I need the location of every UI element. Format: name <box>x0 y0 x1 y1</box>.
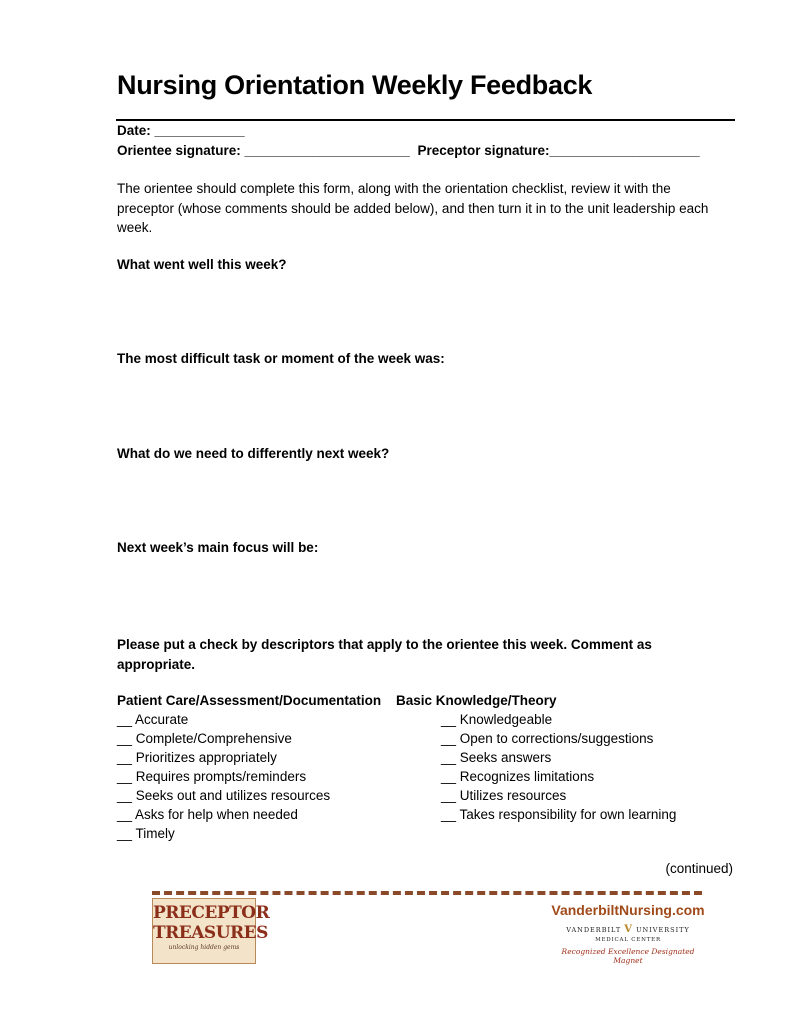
descriptor-item: __ Takes responsibility for own learning <box>441 807 677 822</box>
descriptor-item: __ Seeks out and utilizes resources <box>117 788 331 803</box>
descriptor-item: __ Accurate <box>117 712 189 727</box>
vanderbilt-nursing-logo <box>548 902 708 965</box>
signature-line <box>117 143 700 158</box>
university-name-a: VANDERBILT <box>566 926 622 934</box>
question-went-well: What went well this week? <box>117 257 287 272</box>
descriptor-prompt: Please put a check by descriptors that apply to the orientee this week. Comment as appropriate. <box>117 637 652 672</box>
descriptor-item: __ Prioritizes appropriately <box>117 750 277 765</box>
page-title: Nursing Orientation Weekly Feedback <box>117 70 593 100</box>
preceptor-signature: Preceptor signature:____________________ <box>417 143 700 158</box>
descriptor-item: __ Asks for help when needed <box>117 807 298 822</box>
vanderbilt-university <box>548 924 708 935</box>
magnet-tagline: Recognized Excellence Designated Magnet <box>561 947 695 965</box>
title-rule <box>116 119 735 121</box>
question-do-differently: What do we need to differently next week? <box>117 446 390 461</box>
question-next-focus: Next week’s main focus will be: <box>117 540 319 555</box>
descriptor-item: __ Recognizes limitations <box>441 769 595 784</box>
descriptor-item: __ Seeks answers <box>441 750 552 765</box>
vanderbilt-v-icon: V <box>624 924 633 935</box>
date-line: Date: ____________ <box>117 123 245 138</box>
descriptor-item: __ Knowledgeable <box>441 712 553 727</box>
descriptor-item: __ Complete/Comprehensive <box>117 731 292 746</box>
continued-note: (continued) <box>665 861 733 876</box>
descriptor-item: __ Open to corrections/suggestions <box>441 731 654 746</box>
column-heading-patient-care: Patient Care/Assessment/Documentation <box>117 693 382 708</box>
logo-line-1: PRECEPTOR <box>153 903 270 923</box>
medical-center: MEDICAL CENTER <box>595 937 661 943</box>
orientee-signature: Orientee signature: ______________________ <box>117 143 410 158</box>
column-basic-knowledge-items <box>441 710 676 824</box>
university-name-b: UNIVERSITY <box>636 926 690 934</box>
vanderbilt-site: VanderbiltNursing.com <box>551 902 705 918</box>
descriptor-item: __ Timely <box>117 826 175 841</box>
descriptor-item: __ Utilizes resources <box>441 788 567 803</box>
column-patient-care <box>117 691 381 843</box>
preceptor-treasures-logo <box>152 898 270 964</box>
column-basic-knowledge <box>396 691 557 710</box>
question-most-difficult: The most difficult task or moment of the week was: <box>117 351 445 366</box>
logo-tagline: unlocking hidden gems <box>168 944 240 951</box>
instructions-paragraph: The orientee should complete this form, along with the orientation checklist, review it with the preceptor (whose comments should be added below), and then turn it in to the unit leadership each week. <box>117 181 709 235</box>
column-heading-basic-knowledge: Basic Knowledge/Theory <box>396 693 557 708</box>
descriptor-item: __ Requires prompts/reminders <box>117 769 307 784</box>
logo-line-2: TREASURES <box>153 923 268 943</box>
footer-dashed-divider <box>152 891 702 895</box>
